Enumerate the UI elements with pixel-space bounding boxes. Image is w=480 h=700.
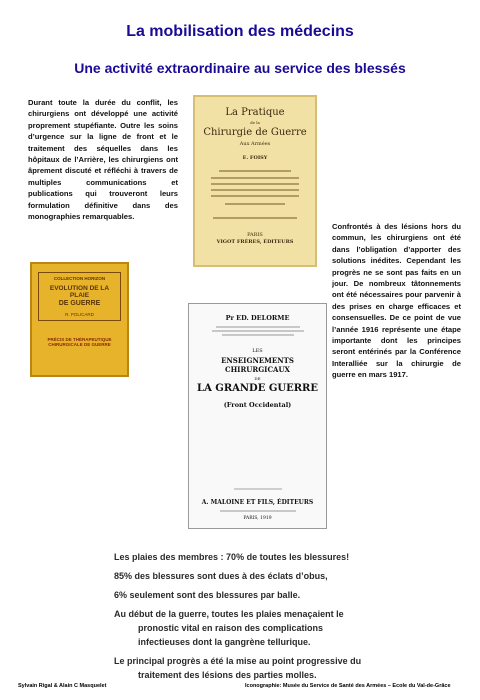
book1-subtitle: Aux Armées — [239, 141, 271, 147]
book1-city: PARIS — [247, 232, 263, 238]
book-cover-evolution-plaie — [30, 262, 129, 377]
book1-publisher: VIGOT FRÈRES, ÉDITEURS — [216, 239, 294, 245]
book-cover-pratique-chirurgie — [193, 95, 317, 267]
fact-item: Les plaies des membres : 70% de toutes les blessures! — [114, 552, 350, 562]
book3-plates-line — [198, 413, 318, 493]
book1-title-line1: La Pratique — [225, 107, 285, 118]
book3-title-line2: LA GRANDE GUERRE — [197, 383, 318, 394]
book1-body-text-lines — [203, 166, 307, 226]
book1-title-line2: de la — [250, 120, 260, 125]
book2-series: PRÉCIS DE THÉRAPEUTIQUE CHIRURGICALE DE GUERRE — [47, 337, 112, 347]
book2-collection: COLLECTION HORIZON — [53, 276, 106, 281]
book3-author: Pr ED. DELORME — [225, 314, 290, 322]
book1-author: E. FOISY — [242, 155, 268, 161]
book2-author: R. POLICARD — [65, 312, 94, 317]
page-title: La mobilisation des médecins — [126, 23, 354, 40]
fact-item: 85% des blessures sont dues à des éclats d’obus, — [114, 571, 328, 581]
right-paragraph: Confrontés à des lésions hors du commun, les chirurgiens ont été dans l’obligation d’apporter des solutions inédites. Cependant les progrès ne se sont pas faits en un jour. De nombreux tâtonnements ont été nécessaires pour parvenir à des prises en charge efficaces et consensuelles. De ce point de vue l’année 1916 représente une étape importante dont les principes seront entérinés par la Conférence Interalliée sur la chirurgie de guerre en mars 1917. — [332, 222, 461, 380]
book-cover-enseignements-chirurgicaux — [188, 303, 327, 529]
book3-title-les: LES — [252, 348, 263, 354]
book3-city-year: PARIS, 1919 — [243, 516, 272, 521]
book3-title-de: DE — [254, 376, 261, 381]
book3-address-line — [198, 508, 318, 514]
fact-item: Au début de la guerre, toutes les plaies menaçaient le pronostic vital en raison des complications infectieuses dont la gangrène tellurique. — [114, 609, 344, 647]
footer-authors: Sylvain Rigal & Alain C Masquelet — [18, 683, 107, 689]
key-facts-list — [114, 550, 374, 687]
book3-subtitle: (Front Occidental) — [223, 401, 292, 409]
book3-author-titles-lines — [198, 324, 318, 336]
fact-item: 6% seulement sont des blessures par balle. — [114, 590, 301, 600]
book2-title-line2: DE GUERRE — [58, 300, 101, 307]
intro-paragraph: Durant toute la durée du conflit, les chirurgiens ont développé une activité proprement stupéfiante. Outre les soins d’urgence sur la ligne de front et le traitement des séquelles dans les hôpitaux de l’Arrière, les chirurgiens ont âprement discuté et réfléchi à travers de multiples communications et publications qui trouveront leurs formulation définitive dans des monographies remarquables. — [28, 98, 178, 222]
book3-publisher: A. MALOINE ET FILS, ÉDITEURS — [201, 499, 314, 506]
fact-item: Le principal progrès a été la mise au point progressive du traitement des lésions des parties molles. — [114, 656, 362, 680]
book1-title-line3: Chirurgie de Guerre — [203, 127, 307, 138]
footer-credits: Iconographie: Musée du Service de Santé des Armées – Ecole du Val-de-Grâce — [245, 683, 451, 689]
book2-title-line1: EVOLUTION DE LA PLAIE — [49, 285, 110, 299]
book3-title-line1: ENSEIGNEMENTS CHIRURGICAUX — [221, 356, 294, 374]
page-subtitle: Une activité extraordinaire au service des blessés — [74, 60, 406, 76]
